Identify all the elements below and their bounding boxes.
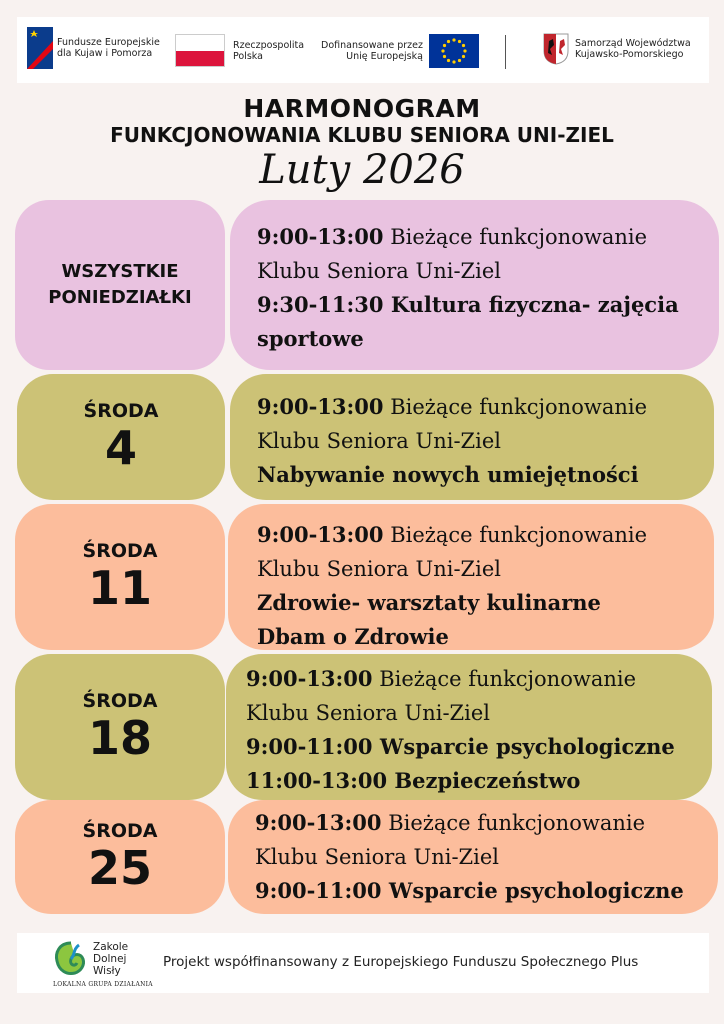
time-range: 9:00-11:00	[246, 734, 373, 759]
zakole-river-icon	[53, 941, 89, 977]
kp-line2: Kujawsko-Pomorskiego	[575, 49, 684, 60]
pl-line1: Rzeczpospolita	[233, 39, 305, 51]
day-number: 25	[87, 841, 152, 895]
schedule-info-11	[228, 504, 714, 650]
activity-highlight: Nabywanie nowych umiejętności	[257, 462, 639, 487]
fe-star-icon	[27, 27, 53, 69]
fe-line1: Fundusze Europejskie	[57, 37, 160, 48]
zakole-line1: Zakole	[93, 941, 129, 953]
zakole-line2: Dolnej	[93, 953, 127, 965]
zakole-line3: Wisły	[93, 965, 121, 977]
activity-highlight: Wsparcie psychologiczne	[372, 734, 675, 759]
coat-of-arms-icon	[543, 33, 569, 65]
ue-line2: Unię Europejską	[346, 51, 423, 62]
schedule-day-mondays	[15, 200, 225, 370]
activity-highlight: Wsparcie psychologiczne	[381, 878, 684, 903]
logo-divider	[505, 35, 506, 69]
day-number: 18	[87, 711, 152, 765]
eu-flag-icon	[429, 34, 479, 68]
day-number: 4	[104, 421, 137, 475]
activity-highlight: Bezpieczeństwo	[387, 768, 581, 793]
time-range: 9:00-13:00	[257, 522, 384, 547]
activity-text: Bieżące funkcjonowanie	[372, 667, 637, 691]
funding-statement: Projekt współfinansowany z Europejskiego Funduszu Społecznego Plus	[163, 954, 639, 970]
month-title: Luty 2026	[259, 147, 465, 193]
fe-line2: dla Kujaw i Pomorza	[57, 48, 153, 59]
fundusze-europejskie-logo	[27, 27, 160, 69]
activity-text: Klubu Seniora Uni-Ziel	[255, 845, 499, 869]
footer	[17, 933, 709, 993]
schedule-info-25	[228, 800, 718, 914]
schedule-day-25	[15, 800, 225, 914]
day-label: ŚRODA	[82, 690, 158, 712]
time-range: 11:00-13:00	[246, 768, 388, 793]
schedule-day-4	[17, 374, 225, 500]
activity-text: Bieżące funkcjonowanie	[381, 811, 646, 835]
time-range: 9:00-13:00	[257, 394, 384, 419]
page-title: HARMONOGRAM	[243, 94, 481, 123]
activity-highlight: 9:30-11:30 Kultura fizyczna- zajęcia	[257, 292, 679, 317]
page-subtitle: FUNKCJONOWANIA KLUBU SENIORA UNI-ZIEL	[110, 123, 614, 147]
activity-text: Klubu Seniora Uni-Ziel	[257, 259, 501, 283]
lgd-label: LOKALNA GRUPA DZIAŁANIA	[53, 981, 153, 988]
activity-highlight: Dbam o Zdrowie	[257, 624, 449, 649]
day-label-line2: PONIEDZIAŁKI	[48, 287, 192, 308]
day-number: 11	[87, 561, 152, 615]
polish-flag-icon	[175, 34, 225, 67]
schedule-info-4	[230, 374, 714, 500]
time-range: 9:00-13:00	[255, 810, 382, 835]
logo-bar	[17, 17, 709, 83]
kp-line1: Samorząd Województwa	[575, 38, 691, 49]
activity-text: Klubu Seniora Uni-Ziel	[257, 557, 501, 581]
activity-highlight: sportowe	[257, 326, 364, 351]
time-range: 9:00-13:00	[246, 666, 373, 691]
activity-text: Klubu Seniora Uni-Ziel	[246, 701, 490, 725]
activity-text: Bieżące funkcjonowanie	[383, 225, 648, 249]
schedule-day-11	[15, 504, 225, 650]
day-label: ŚRODA	[82, 540, 158, 562]
kujawsko-pomorskie-logo	[543, 33, 691, 65]
day-label: ŚRODA	[82, 820, 158, 842]
activity-text: Klubu Seniora Uni-Ziel	[257, 429, 501, 453]
time-range: 9:00-11:00	[255, 878, 382, 903]
day-label-line1: WSZYSTKIE	[61, 261, 179, 282]
schedule-info-mondays	[230, 200, 719, 370]
rzeczpospolita-logo	[175, 34, 304, 67]
ue-line1: Dofinansowane przez	[321, 40, 423, 51]
activity-text: Bieżące funkcjonowanie	[383, 395, 648, 419]
activity-highlight: Zdrowie- warsztaty kulinarne	[257, 590, 601, 615]
zakole-logo	[53, 941, 128, 977]
eu-logo	[321, 34, 479, 68]
activity-text: Bieżące funkcjonowanie	[383, 523, 648, 547]
time-range: 9:00-13:00	[257, 224, 384, 249]
day-label: ŚRODA	[83, 400, 159, 422]
schedule-info-18	[226, 654, 712, 800]
schedule-day-18	[15, 654, 225, 800]
pl-line2: Polska	[233, 50, 263, 62]
